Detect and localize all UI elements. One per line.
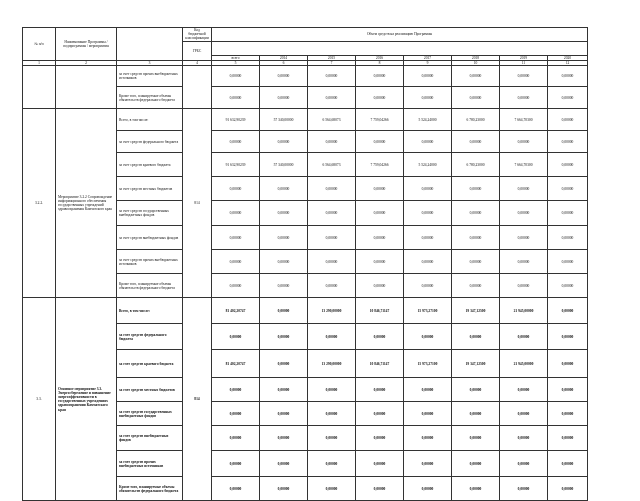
header-year-2016: 2016 [356,55,404,60]
funding-value: 0,00000 [452,378,500,402]
funding-value: 0,00000 [356,177,404,201]
funding-value: 0,00000 [452,250,500,274]
funding-value: 0,00000 [260,274,308,298]
funding-value: 0,00000 [404,226,452,250]
funding-value: 0,00000 [404,87,452,109]
funding-value: 0,00000 [308,66,356,87]
funding-value: 0,00000 [452,226,500,250]
funding-source: за счет средств внебюджетных фондов [117,226,183,250]
funding-value: 0,00000 [308,378,356,402]
funding-source: за счет средств прочих внебюджетных источников [117,250,183,274]
funding-value: 0,00000 [548,350,588,378]
header-grbs: ГРБС [183,41,212,60]
header-year-2018: 2018 [452,55,500,60]
funding-value: 0,00000 [500,201,548,226]
funding-value: 0,00000 [404,274,452,298]
funding-value: 0,00000 [452,66,500,87]
funding-value: 0,00000 [260,350,308,378]
funding-value: 0,00000 [260,324,308,350]
funding-value: 0,00000 [356,274,404,298]
funding-value: 15 973,27100 [404,298,452,324]
funding-source: за счет средств внебюджетных фондов [117,426,183,451]
funding-value: 7 759,04266 [356,109,404,131]
funding-value: 15 973,27100 [404,350,452,378]
funding-value: 0,00000 [212,201,260,226]
funding-value: 0,00000 [212,66,260,87]
funding-source: Всего, в том числе: [117,109,183,131]
funding-value: 0,00000 [260,226,308,250]
funding-value: 0,00000 [212,378,260,402]
funding-value: 7 664,70300 [500,153,548,177]
funding-source: Кроме того, планируемые объемы обязательств федерального бюджета [117,477,183,501]
funding-value: 13 290,00000 [308,350,356,378]
row-index [23,66,56,109]
funding-value: 0,00000 [500,66,548,87]
funding-value: 0,00000 [212,274,260,298]
funding-value: 0,00000 [500,477,548,501]
funding-value: 0,00000 [548,153,588,177]
funding-value: 6 780,23000 [452,153,500,177]
funding-value: 0,00000 [260,402,308,426]
funding-value: 0,00000 [452,177,500,201]
funding-value: 19 347,12500 [452,350,500,378]
funding-value: 0,00000 [404,451,452,477]
funding-value: 0,00000 [308,201,356,226]
funding-value: 0,00000 [212,402,260,426]
funding-value: 0,00000 [260,451,308,477]
funding-value: 0,00000 [548,250,588,274]
funding-value: 0,00000 [356,378,404,402]
header-year-2020: 2020 [548,55,588,60]
funding-value: 0,00000 [548,177,588,201]
funding-source: Всего, в том числе: [117,298,183,324]
header-year-2019: 2019 [500,55,548,60]
header-code: Код бюджетной классификации [183,28,212,42]
funding-value: 57 340,00000 [260,153,308,177]
funding-value: 0,00000 [452,426,500,451]
funding-value: 0,00000 [356,426,404,451]
table-row [23,109,588,131]
measure-name: Мероприятие 3.2.2 Сопровождение информационного обеспечения государственных учреждений здравоохранения Камчатского края [56,109,117,298]
funding-value: 0,00000 [260,87,308,109]
header-year-2014: 2014 [260,55,308,60]
funding-value: 0,00000 [404,177,452,201]
table-row [23,298,588,324]
funding-value: 0,00000 [260,426,308,451]
funding-value: 0,00000 [308,426,356,451]
funding-value: 0,00000 [452,324,500,350]
funding-value: 6 564,68073 [308,109,356,131]
funding-value: 0,00000 [308,477,356,501]
funding-value: 0,00000 [308,177,356,201]
funding-value: 5 524,24000 [404,153,452,177]
header-year-2015: 2015 [308,55,356,60]
header-source [117,28,183,61]
funding-value: 19 347,12500 [452,298,500,324]
funding-value: 5 524,24000 [404,109,452,131]
funding-value: 0,00000 [548,426,588,451]
funding-value: 0,00000 [452,201,500,226]
funding-value: 13 290,00000 [308,298,356,324]
funding-value: 81 402,20747 [212,298,260,324]
funding-source: за счет средств местных бюджетов [117,177,183,201]
funding-value: 0,00000 [308,250,356,274]
funding-value: 0,00000 [548,402,588,426]
funding-value: 0,00000 [356,131,404,153]
funding-value: 0,00000 [212,226,260,250]
funding-value: 0,00000 [500,177,548,201]
funding-source: за счет средств краевого бюджета [117,350,183,378]
funding-value: 0,00000 [548,324,588,350]
funding-value: 10 846,71147 [356,350,404,378]
funding-value: 0,00000 [404,250,452,274]
funding-value: 0,00000 [404,324,452,350]
row-index: 3.3. [23,298,56,501]
funding-value: 0,00000 [356,477,404,501]
funding-value: 57 340,00000 [260,109,308,131]
funding-value: 0,00000 [212,177,260,201]
funding-value: 0,00000 [260,250,308,274]
funding-value: 0,00000 [404,201,452,226]
table-body [23,66,588,501]
funding-value: 0,00000 [308,226,356,250]
funding-value: 0,00000 [500,426,548,451]
funding-source: за счет средств краевого бюджета [117,153,183,177]
grbs-code [183,66,212,109]
funding-value: 6 780,23000 [452,109,500,131]
funding-value: 0,00000 [548,477,588,501]
funding-value: 0,00000 [452,451,500,477]
funding-value: 0,00000 [356,451,404,477]
header-funds: Объем средств на реализацию Программы [212,28,588,42]
funding-value: 0,00000 [260,477,308,501]
funding-value: 0,00000 [500,451,548,477]
funding-value: 0,00000 [308,131,356,153]
funding-value: 0,00000 [548,378,588,402]
funding-value: 0,00000 [308,87,356,109]
funding-value: 0,00000 [260,378,308,402]
funding-value: 0,00000 [356,201,404,226]
funding-value: 0,00000 [500,87,548,109]
funding-value: 0,00000 [212,426,260,451]
funding-value: 0,00000 [548,131,588,153]
funding-value: 0,00000 [500,402,548,426]
funding-value: 0,00000 [356,250,404,274]
funding-value: 0,00000 [500,324,548,350]
header-year-2017: 2017 [404,55,452,60]
funding-value: 0,00000 [548,274,588,298]
program-funding-table [22,27,588,501]
funding-value: 0,00000 [356,324,404,350]
funding-value: 0,00000 [500,226,548,250]
funding-source: Кроме того, планируемые объемы обязательств федерального бюджета [117,274,183,298]
column-numbers-row: 1 2 3 4 5 6 7 8 9 10 11 12 [23,61,588,66]
funding-value: 0,00000 [212,87,260,109]
funding-value: 0,00000 [548,109,588,131]
funding-value: 91 632,90239 [212,109,260,131]
funding-value: 81 402,20747 [212,350,260,378]
funding-value: 0,00000 [500,131,548,153]
grbs-code: 814 [183,298,212,501]
funding-value: 6 564,68073 [308,153,356,177]
header-no: № п/п [23,28,56,61]
table-row [23,66,588,87]
funding-value: 0,00000 [212,131,260,153]
funding-value: 10 846,71147 [356,298,404,324]
row-index: 3.2.2. [23,109,56,298]
grbs-code: 814 [183,109,212,298]
funding-value: 0,00000 [404,378,452,402]
funding-value: 0,00000 [260,66,308,87]
funding-value: 0,00000 [500,378,548,402]
funding-value: 0,00000 [404,477,452,501]
funding-value: 7 759,04266 [356,153,404,177]
funding-value: 0,00000 [356,402,404,426]
funding-value: 0,00000 [404,131,452,153]
funding-source: за счет средств прочих внебюджетных источников [117,66,183,87]
funding-value: 7 664,70300 [500,109,548,131]
funding-value: 21 945,00000 [500,298,548,324]
funding-source: за счет средств федерального бюджета [117,131,183,153]
funding-value: 0,00000 [356,66,404,87]
funding-value: 0,00000 [404,402,452,426]
funding-value: 0,00000 [308,402,356,426]
funding-value: 0,00000 [452,131,500,153]
header-row-1 [23,28,588,42]
funding-source: за счет средств государственных внебюджетных фондов [117,201,183,226]
funding-value: 0,00000 [212,250,260,274]
funding-value: 0,00000 [308,451,356,477]
header-year-total: всего [212,55,260,60]
funding-value: 91 632,90239 [212,153,260,177]
header-name: Наименование Программы / подпрограммы / мероприятия [56,28,117,61]
funding-value: 0,00000 [404,66,452,87]
funding-value: 0,00000 [260,201,308,226]
funding-value: 0,00000 [452,477,500,501]
funding-value: 0,00000 [308,274,356,298]
funding-value: 0,00000 [356,87,404,109]
funding-source: за счет средств государственных внебюджетных фондов [117,402,183,426]
funding-value: 0,00000 [548,201,588,226]
funding-source: за счет средств федерального бюджета [117,324,183,350]
funding-value: 0,00000 [548,226,588,250]
funding-value: 0,00000 [500,274,548,298]
funding-source: за счет средств местных бюджетов [117,378,183,402]
funding-value: 0,00000 [212,451,260,477]
funding-value: 0,00000 [212,477,260,501]
funding-value: 0,00000 [452,274,500,298]
funding-value: 0,00000 [356,226,404,250]
funding-value: 21 945,00000 [500,350,548,378]
funding-value: 0,00000 [548,451,588,477]
funding-value: 0,00000 [212,324,260,350]
funding-value: 0,00000 [548,66,588,87]
measure-name: Основное мероприятие 3.3. Энергосбережение и повышение энергоэффективности в государственных учреждениях здравоохранения Камчатского края [56,298,117,501]
funding-value: 0,00000 [500,250,548,274]
funding-value: 0,00000 [260,131,308,153]
funding-value: 0,00000 [452,87,500,109]
funding-value: 0,00000 [548,298,588,324]
funding-value: 0,00000 [308,324,356,350]
funding-value: 0,00000 [452,402,500,426]
funding-value: 0,00000 [548,87,588,109]
funding-value: 0,00000 [260,177,308,201]
measure-name [56,66,117,109]
funding-source: за счет средств прочих внебюджетных источников [117,451,183,477]
funding-value: 0,00000 [260,298,308,324]
funding-value: 0,00000 [404,426,452,451]
funding-source: Кроме того, планируемые объемы обязательств федерального бюджета [117,87,183,109]
